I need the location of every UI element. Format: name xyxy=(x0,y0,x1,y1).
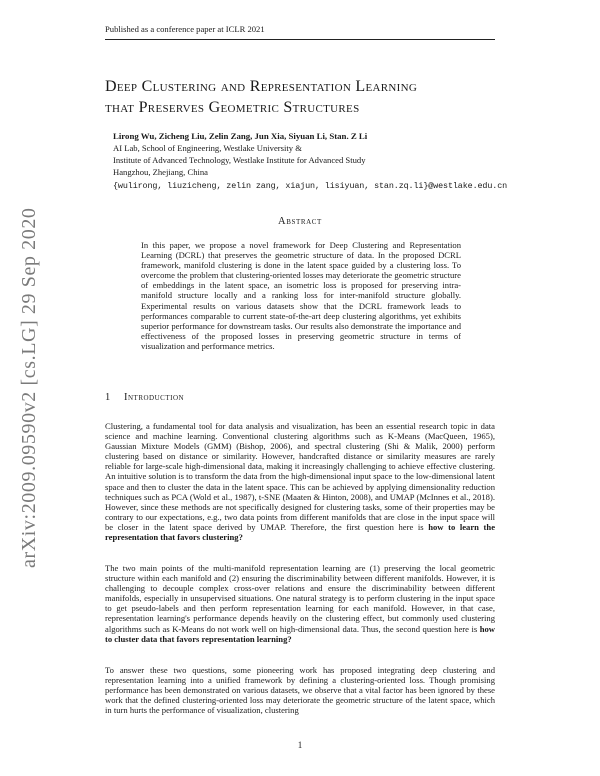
section-number: 1 xyxy=(105,392,111,403)
title-line-1: Deep Clustering and Representation Learning xyxy=(105,78,418,95)
title-line-2: that Preserves Geometric Structures xyxy=(105,99,360,116)
author-emails: {wulirong, liuzicheng, zelin zang, xiajun, lisiyuan, stan.zq.li}@westlake.edu.cn xyxy=(113,181,508,191)
intro-paragraph-3 xyxy=(105,665,495,715)
intro-paragraph-1 xyxy=(105,421,495,542)
affiliation-line-1: AI Lab, School of Engineering, Westlake University & xyxy=(113,143,302,153)
affiliation-line-2: Institute of Advanced Technology, Westlake Institute for Advanced Study xyxy=(113,155,366,165)
abstract-heading: Abstract xyxy=(278,216,322,227)
paper-title xyxy=(105,76,505,118)
paragraph-text: Clustering, a fundamental tool for data analysis and visualization, has been an essential research topic in data science and machine learning. Conventional clustering algorithms such as K-Means (MacQueen, 1965), Gaussian Mixture Models (GMM) (Bishop, 2006), and spectral clustering (Shi & Malik, 2000) perform clustering based on distance or similarity. However, handcrafted distance or similarity measures are rarely reliable for large-scale high-dimensional data, making it increasingly challenging to achieve effective clustering. An intuitive solution is to transform the data from the high-dimensional input space to the low-dimensional latent space and then to cluster the data in the latent space. This can be achieved by applying dimensionality reduction techniques such as PCA (Wold et al., 1987), t-SNE (Maaten & Hinton, 2008), and UMAP (McInnes et al., 2018). However, since these methods are not specifically designed for clustering tasks, some of their properties may be contrary to our expectations, e.g., two data points from different manifolds that are close in the input space will be closer in the latent space derived by UMAP. Therefore, the first question here is xyxy=(105,421,495,532)
paragraph-text: The two main points of the multi-manifold representation learning are (1) preserving the local geometric structure within each manifold and (2) ensuring the discriminability between different manifolds. However, it is challenging to decouple complex cross-over relations and ensure the discriminability between different manifolds, especially in unsupervised situations. One natural strategy is to perform clustering in the input space to get pseudo-labels and then perform representation learning for each manifold. However, in that case, representation learning's performance depends heavily on the clustering effect, but commonly used clustering algorithms such as K-Means do not work well on high-dimensional data. Thus, the second question here is xyxy=(105,563,495,634)
page-number: 1 xyxy=(297,740,303,750)
paragraph-question: how to learn the representation that favors clustering? xyxy=(105,521,496,543)
paragraph-question: how to cluster data that favors representation learning? xyxy=(105,623,495,644)
header-rule xyxy=(105,39,495,40)
author-list: Lirong Wu, Zicheng Liu, Zelin Zang, Jun Xia, Siyuan Li, Stan. Z Li xyxy=(113,131,368,141)
section-title: Introduction xyxy=(124,392,185,403)
running-header: Published as a conference paper at ICLR 2021 xyxy=(105,24,265,34)
paragraph-text: To answer these two questions, some pioneering work has proposed integrating deep clustering and representation learning into a unified framework by defining a clustering-oriented loss. Though promising performance has been demonstrated on various datasets, we observe that a vital factor has been ignored by these work that the defined clustering-oriented loss may deteriorate the geometric structure of the latent space, which in turn hurts the performance of visualization, clustering xyxy=(105,665,495,716)
arxiv-stamp: arXiv:2009.09590v2 [cs.LG] 29 Sep 2020 xyxy=(18,207,40,568)
abstract-text: In this paper, we propose a novel framework for Deep Clustering and Representation Learning (DCRL) that preserves the geometric structure of data. In the proposed DCRL framework, manifold clustering is done in the latent space guided by a clustering loss. To overcome the problem that clustering-oriented losses may deteriorate the geometric structure of embeddings in the latent space, an isometric loss is proposed for preserving intra-manifold structure locally and a ranking loss for inter-manifold structure globally. Experimental results on various datasets show that the DCRL framework leads to performances comparable to current state-of-the-art deep clustering algorithms, yet exhibits superior performance for downstream tasks. Our results also demonstrate the importance and effectiveness of the proposed losses in preserving geometric structure in terms of visualization and performance metrics. xyxy=(141,240,461,351)
intro-paragraph-2 xyxy=(105,563,495,644)
affiliation-line-3: Hangzhou, Zhejiang, China xyxy=(113,167,208,177)
